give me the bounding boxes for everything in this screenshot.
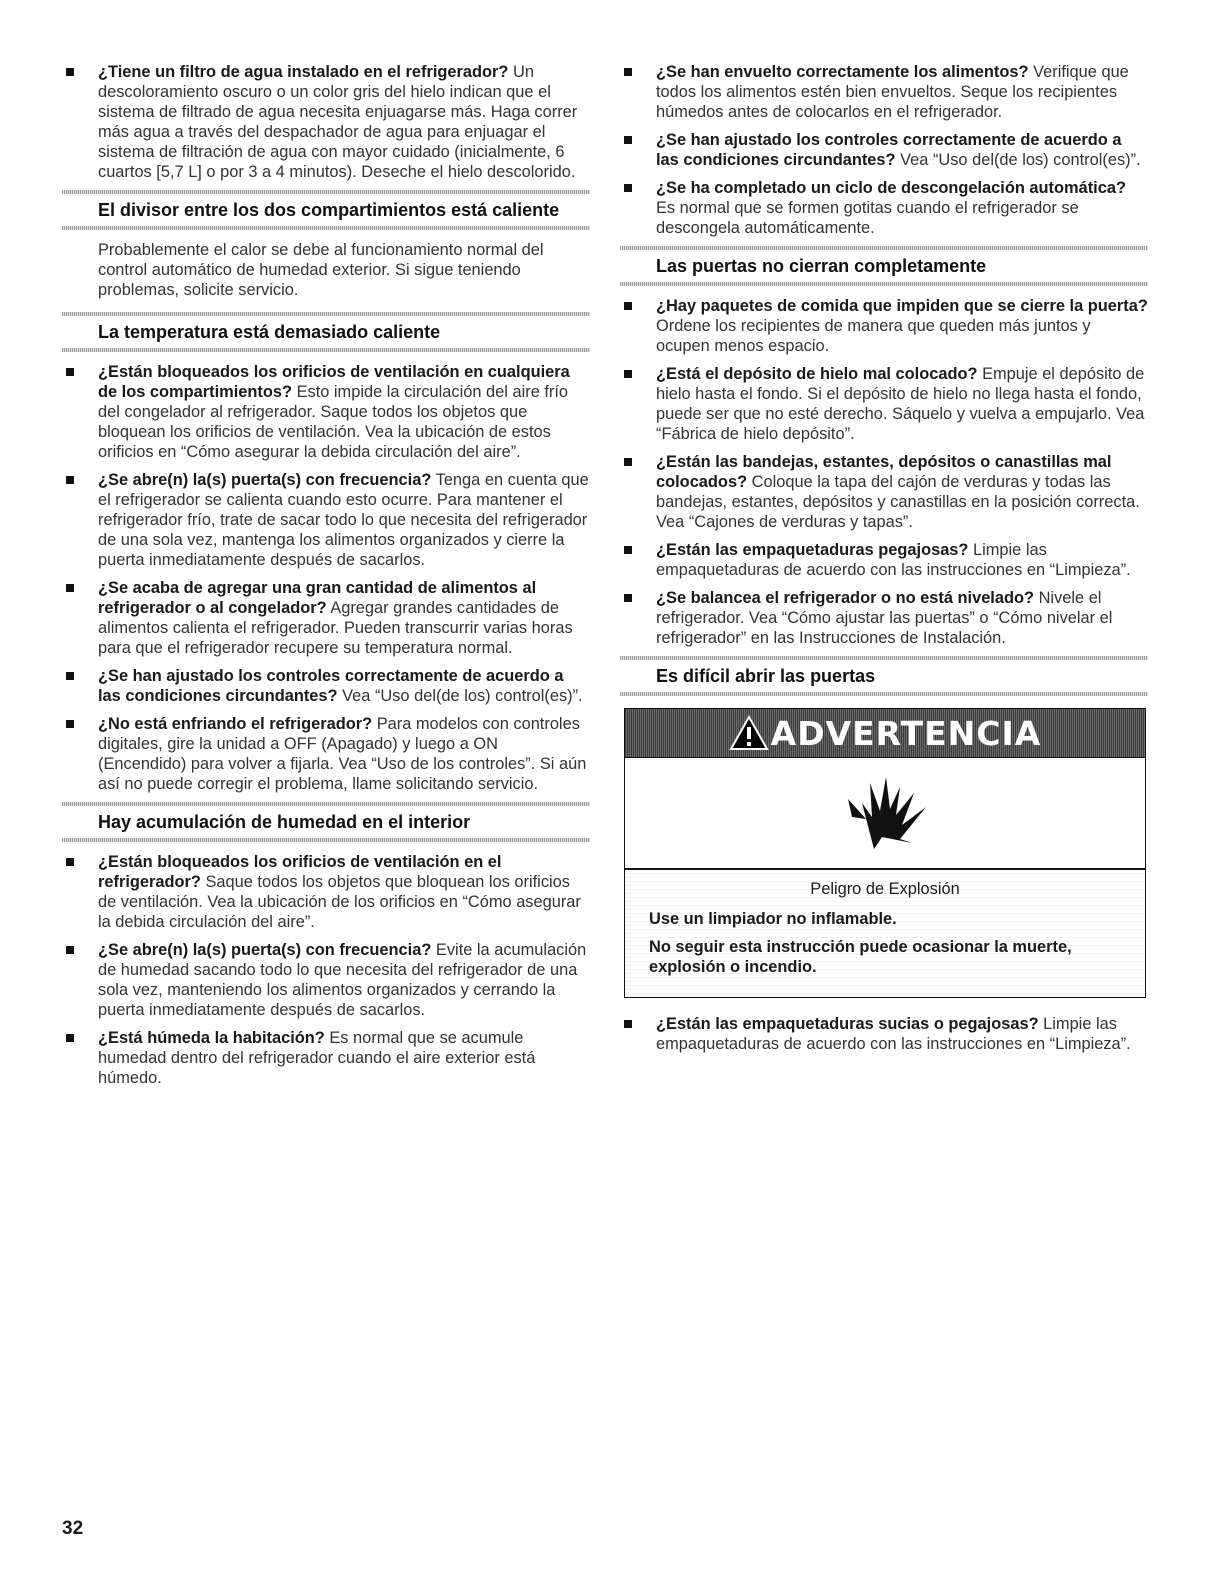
warning-body [625, 870, 1145, 997]
bullet-icon [624, 546, 632, 554]
section-header-doors-close [620, 246, 1148, 286]
bullet-icon [66, 720, 74, 728]
warning-instruction: Use un limpiador no inflamable. [649, 910, 897, 928]
section-title: La temperatura está demasiado caliente [98, 322, 441, 342]
list-item: ¿Se han envuelto correctamente los alimentos? Verifique que todos los alimentos estén bien envueltos. Seque los recipientes húmedos antes de colocarlos en el refrigerador. [620, 62, 1148, 122]
warning-consequence: No seguir esta instrucción puede ocasionar la muerte, explosión o incendio. [649, 938, 1072, 976]
bullet-icon [624, 458, 632, 466]
list-item: ¿Tiene un filtro de agua instalado en el refrigerador? Un descoloramiento oscuro o un color gris del hielo indican que el sistema de filtrado de agua necesita enjuagarse más. Haga correr más agua a través del despachador de agua para enjuagar el sistema de filtración de agua con mayor cuidado (inicialmente, 6 cuartos [5,7 L] o por 3 a 4 minutos). Deseche el hielo descolorido. [62, 62, 590, 182]
divider [620, 692, 1148, 696]
list-item: ¿Están las empaquetaduras pegajosas? Limpie las empaquetaduras de acuerdo con las instrucciones en “Limpieza”. [620, 540, 1148, 580]
section-header-humidity [62, 802, 590, 842]
bullet-icon [66, 672, 74, 680]
warning-triangle-icon [729, 715, 769, 751]
list-item: ¿Están bloqueados los orificios de ventilación en cualquiera de los compartimientos? Esto impide la circulación del aire frío del congelador al refrigerador. Saque todos los objetos que bloquean los orificios de ventilación. Vea la ubicación de estos orificios en “Cómo asegurar la debida circulación del aire”. [62, 362, 590, 462]
list-item: ¿Están bloqueados los orificios de ventilación en el refrigerador? Saque todos los objetos que bloquean los orificios de ventilación. Vea la ubicación de los orificios en “Cómo asegurar la debida circulación del aire”. [62, 852, 590, 932]
section-title: El divisor entre los dos compartimientos está caliente [98, 200, 560, 220]
list-item: ¿Está húmeda la habitación? Es normal que se acumule humedad dentro del refrigerador cuando el aire exterior está húmedo. [62, 1028, 590, 1088]
bullet-icon [66, 476, 74, 484]
list-item: ¿Se ha completado un ciclo de descongelación automática? Es normal que se formen gotitas cuando el refrigerador se descongela automáticamente. [620, 178, 1148, 238]
warning-symbol-row [625, 758, 1145, 870]
section-title: Las puertas no cierran completamente [656, 256, 987, 276]
bullet-icon [624, 594, 632, 602]
list-item: ¿Se acaba de agregar una gran cantidad de alimentos al refrigerador o al congelador? Agregar grandes cantidades de alimentos calienta el refrigerador. Pueden transcurrir varias horas para que el refrigerador recupere su temperatura normal. [62, 578, 590, 658]
paragraph: Probablemente el calor se debe al funcionamiento normal del control automático de humedad exterior. Si sigue teniendo problemas, solicite servicio. [98, 241, 544, 299]
list-item: ¿Están las bandejas, estantes, depósitos o canastillas mal colocados? Coloque la tapa del cajón de verduras y todas las bandejas, estantes, depósitos y canastillas en la posición correcta. Vea “Cajones de verduras y tapas”. [620, 452, 1148, 532]
list-item: ¿Se han ajustado los controles correctamente de acuerdo a las condiciones circundantes? Vea “Uso del(de los) control(es)”. [620, 130, 1148, 170]
bullet-icon [624, 68, 632, 76]
list-item: ¿Se abre(n) la(s) puerta(s) con frecuencia? Evite la acumulación de humedad sacando todo lo que necesita del refrigerador de una sola vez, manteniendo los alimentos organizados y cerrando la puerta inmediatamente después de sacarlos. [62, 940, 590, 1020]
bullet-icon [624, 370, 632, 378]
bullet-icon [66, 1034, 74, 1042]
list-item: ¿No está enfriando el refrigerador? Para modelos con controles digitales, gire la unidad a OFF (Apagado) y luego a ON (Encendido) para volver a fijarla. Vea “Uso de los controles”. Si aún así no puede corregir el problema, llame solicitando servicio. [62, 714, 590, 794]
section-title: Es difícil abrir las puertas [656, 666, 876, 686]
section-header-divider [62, 190, 590, 230]
bullet-icon [624, 184, 632, 192]
divider [62, 226, 590, 230]
warning-subtitle: Peligro de Explosión [810, 880, 960, 898]
bullet-icon [66, 946, 74, 954]
bullet-icon [66, 368, 74, 376]
explosion-icon [840, 773, 930, 853]
bullet-icon [66, 584, 74, 592]
page-number: 32 [62, 1518, 84, 1539]
section-title: Hay acumulación de humedad en el interior [98, 812, 471, 832]
warning-box [624, 708, 1146, 998]
warning-title: ADVERTENCIA [770, 713, 1042, 753]
list-item: ¿Se han ajustado los controles correctamente de acuerdo a las condiciones circundantes? Vea “Uso del(de los) control(es)”. [62, 666, 590, 706]
list-item: ¿Hay paquetes de comida que impiden que se cierre la puerta? Ordene los recipientes de manera que queden más juntos y ocupen menos espacio. [620, 296, 1148, 356]
left-column [62, 62, 590, 1096]
bullet-icon [624, 136, 632, 144]
list-item: ¿Se balancea el refrigerador o no está nivelado? Nivele el refrigerador. Vea “Cómo ajustar las puertas” o “Cómo nivelar el refrigerador” en las Instrucciones de Instalación. [620, 588, 1148, 648]
bullet-icon [66, 68, 74, 76]
divider [62, 348, 590, 352]
list-item: ¿Se abre(n) la(s) puerta(s) con frecuencia? Tenga en cuenta que el refrigerador se calienta cuando esto ocurre. Para mantener el refrigerador frío, trate de sacar todo lo que necesita del refrigerador de una sola vez, mantenga los alimentos organizados y cierre la puerta inmediatamente después de sacarlos. [62, 470, 590, 570]
list-item: ¿Está el depósito de hielo mal colocado? Empuje el depósito de hielo hasta el fondo. Si el depósito de hielo no llega hasta el fondo, puede ser que no esté derecho. Sáquelo y vuelva a empujarlo. Vea “Fábrica de hielo depósito”. [620, 364, 1148, 444]
divider [620, 282, 1148, 286]
bullet-icon [624, 302, 632, 310]
bullet-icon [624, 1020, 632, 1028]
section-header-temperature [62, 312, 590, 352]
divider [62, 838, 590, 842]
list-item: ¿Están las empaquetaduras sucias o pegajosas? Limpie las empaquetaduras de acuerdo con las instrucciones en “Limpieza”. [620, 1014, 1148, 1054]
right-column [620, 62, 1148, 1062]
bullet-icon [66, 858, 74, 866]
section-header-doors-open [620, 656, 1148, 696]
warning-header [625, 709, 1145, 758]
